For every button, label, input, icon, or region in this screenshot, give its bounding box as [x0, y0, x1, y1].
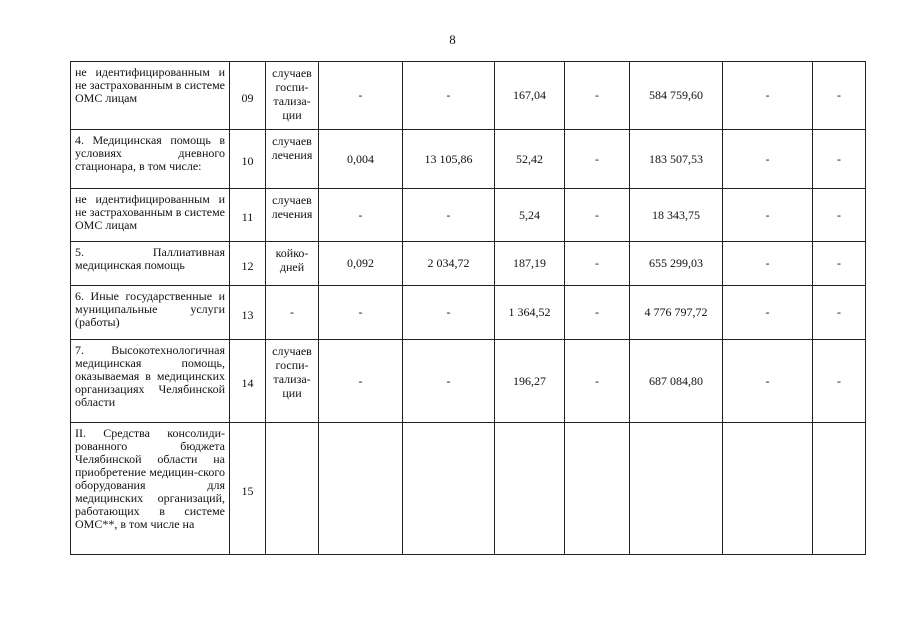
- cell-value: 183 507,53: [630, 130, 723, 189]
- cell-value: -: [319, 62, 403, 130]
- cell-value: -: [813, 130, 866, 189]
- row-unit: -: [266, 286, 319, 340]
- cell-value: 167,04: [495, 62, 565, 130]
- cell-value: -: [723, 286, 813, 340]
- cell-value: 655 299,03: [630, 242, 723, 286]
- cell-value: 187,19: [495, 242, 565, 286]
- cell-value: -: [723, 62, 813, 130]
- row-name: 7. Высокотехнологичная медицинская помощь, оказываемая в медицинских организациях Челябинской области: [71, 340, 230, 423]
- cell-value: [565, 423, 630, 555]
- table-row: [71, 286, 866, 340]
- cell-value: [813, 423, 866, 555]
- cell-value: [403, 423, 495, 555]
- row-name: II. Средства консолиди-рованного бюджета Челябинской области на приобретение медицин-ского оборудования для медицинских организаций, работающих в системе ОМС**, в том числе на: [71, 423, 230, 555]
- table-row: [71, 423, 866, 555]
- page-number: 8: [449, 32, 456, 47]
- row-name: 6. Иные государственные и муниципальные услуги (работы): [71, 286, 230, 340]
- table-row: [71, 189, 866, 242]
- row-name: 4. Медицинская помощь в условиях дневного стационара, в том числе:: [71, 130, 230, 189]
- cell-value: -: [403, 340, 495, 423]
- cell-value: [630, 423, 723, 555]
- row-unit: случаев лечения: [266, 130, 319, 189]
- cell-value: -: [813, 286, 866, 340]
- cell-value: -: [565, 130, 630, 189]
- cell-value: -: [403, 62, 495, 130]
- cell-value: -: [565, 62, 630, 130]
- table-row: [71, 130, 866, 189]
- cell-value: -: [813, 340, 866, 423]
- cell-value: -: [403, 286, 495, 340]
- cell-value: [319, 423, 403, 555]
- table-row: [71, 340, 866, 423]
- cell-value: -: [319, 286, 403, 340]
- cell-value: -: [319, 189, 403, 242]
- cell-value: -: [813, 242, 866, 286]
- cell-value: [495, 423, 565, 555]
- cell-value: -: [403, 189, 495, 242]
- row-name: не идентифицированным и не застрахованным в системе ОМС лицам: [71, 62, 230, 130]
- cell-value: 1 364,52: [495, 286, 565, 340]
- row-code: 09: [230, 62, 266, 130]
- cell-value: 52,42: [495, 130, 565, 189]
- cell-value: -: [565, 286, 630, 340]
- row-code: 13: [230, 286, 266, 340]
- row-code: 12: [230, 242, 266, 286]
- row-unit: [266, 423, 319, 555]
- cell-value: 0,092: [319, 242, 403, 286]
- cell-value: 18 343,75: [630, 189, 723, 242]
- cell-value: 5,24: [495, 189, 565, 242]
- cell-value: -: [813, 189, 866, 242]
- cell-value: 13 105,86: [403, 130, 495, 189]
- table-row: [71, 62, 866, 130]
- cell-value: -: [319, 340, 403, 423]
- row-code: 10: [230, 130, 266, 189]
- cell-value: -: [813, 62, 866, 130]
- cell-value: 687 084,80: [630, 340, 723, 423]
- row-code: 11: [230, 189, 266, 242]
- row-unit: койко-дней: [266, 242, 319, 286]
- row-unit: случаев госпи-тализа-ции: [266, 62, 319, 130]
- row-unit: случаев лечения: [266, 189, 319, 242]
- row-name: не идентифицированным и не застрахованным в системе ОМС лицам: [71, 189, 230, 242]
- row-name: 5. Паллиативная медицинская помощь: [71, 242, 230, 286]
- cell-value: 4 776 797,72: [630, 286, 723, 340]
- cell-value: -: [565, 340, 630, 423]
- cell-value: 0,004: [319, 130, 403, 189]
- row-unit: случаев госпи-тализа-ции: [266, 340, 319, 423]
- cell-value: 2 034,72: [403, 242, 495, 286]
- report-table: [70, 61, 866, 555]
- row-code: 14: [230, 340, 266, 423]
- cell-value: 196,27: [495, 340, 565, 423]
- cell-value: -: [723, 242, 813, 286]
- row-code: 15: [230, 423, 266, 555]
- cell-value: 584 759,60: [630, 62, 723, 130]
- cell-value: -: [723, 130, 813, 189]
- cell-value: -: [723, 189, 813, 242]
- table-row: [71, 242, 866, 286]
- cell-value: -: [565, 189, 630, 242]
- cell-value: -: [723, 340, 813, 423]
- cell-value: -: [565, 242, 630, 286]
- cell-value: [723, 423, 813, 555]
